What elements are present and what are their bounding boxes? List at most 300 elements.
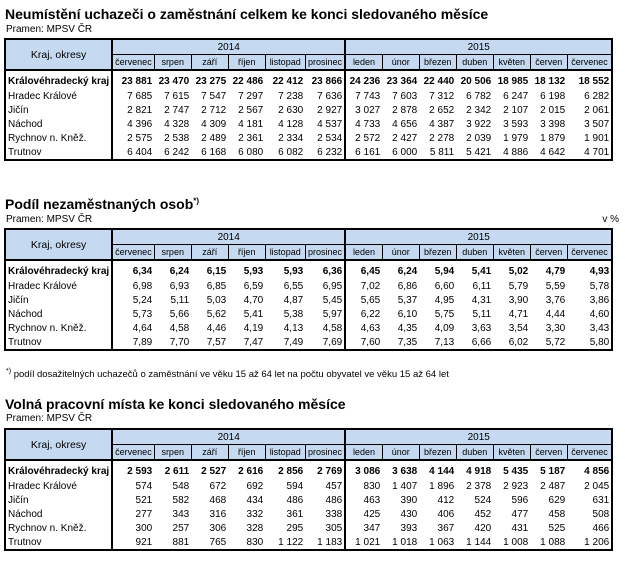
- table-cell: 430: [400, 508, 418, 520]
- table-cell: 6,86: [397, 280, 418, 292]
- table-cell: 5 435: [503, 466, 529, 477]
- table-cell: 6,34: [132, 266, 153, 277]
- table-cell: 7,49: [265, 335, 305, 350]
- header-month: prosinec: [305, 445, 345, 461]
- table-cell: 7,35: [382, 335, 419, 350]
- table-cell: 5,24: [132, 294, 153, 306]
- table-cell: 24 236: [345, 70, 382, 89]
- row-label: Rychnov n. Kněž.: [5, 131, 112, 145]
- table-cell: 525: [548, 522, 566, 534]
- table-cell: 434: [246, 494, 264, 506]
- table-cell: 582: [172, 494, 190, 506]
- header-year-2014: 2014: [112, 229, 345, 245]
- table-row: [5, 293, 612, 307]
- table-cell: 5,41: [243, 308, 264, 320]
- table-cell: 18 985: [497, 76, 529, 87]
- table-cell: 6 168: [191, 145, 228, 160]
- table-cell: 4,31: [471, 294, 492, 306]
- table-cell: 629: [548, 494, 566, 506]
- table-cell: 881: [154, 535, 191, 550]
- table-cell: 6 198: [540, 90, 566, 102]
- table-cell: 2 712: [201, 104, 227, 116]
- table-cell: 1 206: [567, 535, 612, 550]
- table-cell: 361: [286, 508, 304, 520]
- table-cell: 3 398: [540, 118, 566, 130]
- table-cell: 466: [567, 521, 612, 535]
- table-cell: 5,94: [434, 266, 455, 277]
- table-row: [5, 260, 612, 279]
- header-month: září: [191, 445, 228, 461]
- header-month: duben: [456, 55, 493, 71]
- table-cell: 425: [345, 507, 382, 521]
- header-month: březen: [419, 55, 456, 71]
- header-month: říjen: [228, 55, 265, 71]
- table-cell: 2 487: [540, 480, 566, 492]
- table-cell: 367: [437, 522, 455, 534]
- header-kraj-okresy: Kraj, okresy: [5, 229, 112, 260]
- table-cell: 4 701: [567, 145, 612, 160]
- table-cell: 4 856: [567, 460, 612, 479]
- header-month: říjen: [228, 445, 265, 461]
- table-cell: 6,24: [169, 266, 190, 277]
- table-cell: 5,41: [471, 266, 492, 277]
- table-row: [5, 493, 612, 507]
- table-cell: 6 232: [305, 145, 345, 160]
- table-cell: 6 782: [466, 90, 492, 102]
- table-cell: 1 896: [429, 480, 455, 492]
- table-cell: 6,98: [132, 280, 153, 292]
- section-title-podil-sup: *): [193, 196, 200, 206]
- table-cell: 692: [246, 480, 264, 492]
- table-cell: 5,02: [508, 266, 529, 277]
- header-month: červenec: [112, 55, 154, 71]
- table-cell: 477: [511, 508, 529, 520]
- table-cell: 548: [172, 480, 190, 492]
- header-month: červenec: [567, 245, 612, 261]
- table-cell: 3 086: [345, 460, 382, 479]
- table-cell: 5 421: [456, 145, 493, 160]
- table-cell: 7 238: [278, 90, 304, 102]
- row-label: Jičín: [5, 293, 112, 307]
- table-cell: 23 275: [195, 76, 227, 87]
- table-cell: 1 901: [567, 131, 612, 145]
- table-cell: 2 427: [392, 132, 418, 144]
- header-month: květen: [493, 55, 530, 71]
- table-row: [5, 521, 612, 535]
- table-cell: 18 552: [567, 70, 612, 89]
- table-cell: 2 747: [164, 104, 190, 116]
- table-cell: 3,30: [545, 322, 566, 334]
- table-cell: 2 878: [392, 104, 418, 116]
- table-cell: 2 534: [317, 132, 343, 144]
- table-cell: 5,38: [283, 308, 304, 320]
- table-row: [5, 279, 612, 293]
- table-cell: 6,11: [472, 280, 492, 292]
- table-cell: 5,75: [434, 308, 455, 320]
- table-cell: 6,24: [397, 266, 418, 277]
- table-cell: 6,95: [322, 280, 343, 292]
- table-cell: 7 685: [127, 90, 153, 102]
- table-cell: 4,44: [545, 308, 566, 320]
- header-month: prosinec: [305, 55, 345, 71]
- row-label: Trutnov: [5, 145, 112, 160]
- row-label: Náchod: [5, 117, 112, 131]
- table-cell: 6 082: [265, 145, 305, 160]
- table-cell: 390: [400, 494, 418, 506]
- table-cell: 5,80: [567, 335, 612, 350]
- table-cell: 3 922: [466, 118, 492, 130]
- header-month: prosinec: [305, 245, 345, 261]
- table-cell: 5,62: [206, 308, 227, 320]
- table-row: [5, 70, 612, 89]
- table-cell: 2 572: [345, 131, 382, 145]
- table-cell: 328: [246, 522, 264, 534]
- table-cell: 5,45: [322, 294, 343, 306]
- table-cell: 23 470: [158, 76, 190, 87]
- table-cell: 4 328: [164, 118, 190, 130]
- table-cell: 2 616: [238, 466, 264, 477]
- table-cell: 4,71: [508, 308, 529, 320]
- table-cell: 5,11: [472, 308, 492, 320]
- table-cell: 7 743: [345, 89, 382, 103]
- header-month: listopad: [265, 55, 305, 71]
- table-cell: 5,03: [206, 294, 227, 306]
- table-cell: 2 489: [201, 132, 227, 144]
- table-cell: 672: [209, 480, 227, 492]
- table-cell: 6,66: [456, 335, 493, 350]
- header-year-2014: 2014: [112, 429, 345, 445]
- table-cell: 4 181: [238, 118, 264, 130]
- table-cell: 6 000: [382, 145, 419, 160]
- footnote-sup: *): [6, 368, 12, 375]
- table-cell: 5,93: [243, 266, 264, 277]
- table-row: [5, 335, 612, 350]
- table-cell: 2 927: [317, 104, 343, 116]
- header-month: únor: [382, 245, 419, 261]
- table-cell: 305: [325, 522, 343, 534]
- table-cell: 4,70: [243, 294, 264, 306]
- row-label: Královéhradecký kraj: [5, 460, 112, 479]
- row-label: Hradec Králové: [5, 89, 112, 103]
- table-cell: 23 364: [386, 76, 418, 87]
- table-cell: 6,15: [206, 266, 227, 277]
- table-cell: 18 132: [534, 76, 566, 87]
- header-month: leden: [345, 55, 382, 71]
- table-cell: 5,97: [322, 308, 343, 320]
- header-month: duben: [456, 445, 493, 461]
- table-cell: 921: [112, 535, 154, 550]
- table-cell: 1 122: [265, 535, 305, 550]
- table-cell: 4,64: [132, 322, 153, 334]
- table-cell: 7,47: [228, 335, 265, 350]
- section-title-uchazeci: Neumístění uchazeči o zaměstnání celkem ke konci sledovaného měsíce: [5, 6, 489, 22]
- table-cell: 452: [474, 508, 492, 520]
- footnote-text: podíl dosažitelných uchazečů o zaměstnání ve věku 15 až 64 let na počtu obyvatel ve věku 15 až 64 let: [11, 369, 449, 381]
- table-cell: 4,93: [567, 260, 612, 279]
- header-year-2015: 2015: [345, 39, 612, 55]
- header-month: červenec: [112, 245, 154, 261]
- table-cell: 508: [567, 507, 612, 521]
- table-cell: 765: [191, 535, 228, 550]
- header-month: srpen: [154, 245, 191, 261]
- table-cell: 6,85: [206, 280, 227, 292]
- table-cell: 406: [437, 508, 455, 520]
- header-month: leden: [345, 245, 382, 261]
- table-cell: 6,36: [322, 266, 343, 277]
- table-cell: 4 537: [317, 118, 343, 130]
- table-cell: 1 879: [540, 132, 566, 144]
- table-cell: 2 769: [317, 466, 343, 477]
- table-cell: 457: [325, 480, 343, 492]
- table-cell: 3 507: [567, 117, 612, 131]
- table-cell: 3,76: [545, 294, 566, 306]
- table-cell: 5,11: [170, 294, 190, 306]
- header-year-2015: 2015: [345, 429, 612, 445]
- table-cell: 22 440: [423, 76, 455, 87]
- table-cell: 23 866: [311, 76, 343, 87]
- table-cell: 2 527: [201, 466, 227, 477]
- table-cell: 1 088: [530, 535, 567, 550]
- table-cell: 4 144: [429, 466, 455, 477]
- table-cell: 300: [135, 522, 153, 534]
- table-cell: 2 856: [278, 466, 304, 477]
- header-kraj-okresy: Kraj, okresy: [5, 429, 112, 460]
- row-label: Rychnov n. Kněž.: [5, 521, 112, 535]
- table-cell: 431: [511, 522, 529, 534]
- table-cell: 2 342: [466, 104, 492, 116]
- table-cell: 4 886: [493, 145, 530, 160]
- table-cell: 5 811: [419, 145, 456, 160]
- table-cell: 6,02: [493, 335, 530, 350]
- table-cell: 1 407: [392, 480, 418, 492]
- table-cell: 4,87: [283, 294, 304, 306]
- table-cell: 1 144: [456, 535, 493, 550]
- table-cell: 631: [567, 493, 612, 507]
- table-cell: 4,09: [434, 322, 455, 334]
- table-cell: 4,60: [567, 307, 612, 321]
- table-cell: 343: [172, 508, 190, 520]
- source-volna-mista: Pramen: MPSV ČR: [6, 413, 93, 424]
- table-cell: 486: [325, 494, 343, 506]
- table-cell: 1 979: [503, 132, 529, 144]
- table-row: [5, 89, 612, 103]
- table-row: [5, 460, 612, 479]
- table-cell: 2 278: [429, 132, 455, 144]
- table-cell: 4,46: [206, 322, 227, 334]
- table-cell: 4,63: [345, 321, 382, 335]
- unit-label: v %: [602, 214, 619, 225]
- table-cell: 3 638: [392, 466, 418, 477]
- table-cell: 7 636: [317, 90, 343, 102]
- row-label: Královéhradecký kraj: [5, 260, 112, 279]
- row-label: Hradec Králové: [5, 279, 112, 293]
- row-label: Náchod: [5, 507, 112, 521]
- table-cell: 521: [135, 494, 153, 506]
- table-cell: 2 107: [503, 104, 529, 116]
- table-cell: 420: [474, 522, 492, 534]
- table-cell: 5,78: [567, 279, 612, 293]
- table-cell: 332: [246, 508, 264, 520]
- table-cell: 306: [209, 522, 227, 534]
- header-year-2014: 2014: [112, 39, 345, 55]
- table-row: [5, 145, 612, 160]
- table-cell: 7,69: [305, 335, 345, 350]
- table-cell: 7,89: [112, 335, 154, 350]
- table-cell: 4 396: [127, 118, 153, 130]
- header-month: březen: [419, 445, 456, 461]
- table-volna-mista: [4, 428, 613, 551]
- table-cell: 6,93: [169, 280, 190, 292]
- table-row: [5, 507, 612, 521]
- header-month: srpen: [154, 445, 191, 461]
- table-cell: 412: [437, 494, 455, 506]
- table-cell: 4,35: [397, 322, 418, 334]
- table-cell: 7 615: [164, 90, 190, 102]
- table-cell: 2 538: [164, 132, 190, 144]
- table-cell: 6 404: [112, 145, 154, 160]
- table-cell: 6 247: [503, 90, 529, 102]
- table-cell: 347: [345, 521, 382, 535]
- table-cell: 6,10: [397, 308, 418, 320]
- source-podil: Pramen: MPSV ČR: [6, 214, 93, 225]
- table-cell: 257: [172, 522, 190, 534]
- table-cell: 2 575: [127, 132, 153, 144]
- table-cell: 6,22: [345, 307, 382, 321]
- row-label: Hradec Králové: [5, 479, 112, 493]
- table-cell: 4 918: [466, 466, 492, 477]
- table-cell: 4,58: [169, 322, 190, 334]
- header-month: únor: [382, 445, 419, 461]
- table-cell: 7 603: [392, 90, 418, 102]
- section-title-podil: [5, 196, 199, 212]
- table-cell: 22 486: [232, 76, 264, 87]
- header-month: červen: [530, 245, 567, 261]
- table-cell: 4 642: [530, 145, 567, 160]
- section-title-volna-mista: Volná pracovní místa ke konci sledovaného měsíce: [5, 396, 346, 412]
- table-cell: 7,70: [154, 335, 191, 350]
- table-row: [5, 117, 612, 131]
- table-cell: 830: [228, 535, 265, 550]
- table-cell: 574: [135, 480, 153, 492]
- table-cell: 2 334: [278, 132, 304, 144]
- table-cell: 458: [548, 508, 566, 520]
- header-month: březen: [419, 245, 456, 261]
- table-cell: 3 027: [345, 103, 382, 117]
- table-cell: 1 183: [305, 535, 345, 550]
- row-label: Trutnov: [5, 535, 112, 550]
- header-month: červenec: [567, 55, 612, 71]
- table-cell: 6,60: [434, 280, 455, 292]
- table-cell: 594: [286, 480, 304, 492]
- table-cell: 4 387: [429, 118, 455, 130]
- table-cell: 5,73: [132, 308, 153, 320]
- table-cell: 7,02: [345, 279, 382, 293]
- table-cell: 2 061: [567, 103, 612, 117]
- table-cell: 3,90: [508, 294, 529, 306]
- table-cell: 5,79: [508, 280, 529, 292]
- table-cell: 2 923: [503, 480, 529, 492]
- header-month: říjen: [228, 245, 265, 261]
- table-cell: 7,13: [419, 335, 456, 350]
- header-month: červenec: [112, 445, 154, 461]
- table-cell: 5,66: [169, 308, 190, 320]
- header-month: červenec: [567, 445, 612, 461]
- table-cell: 4,79: [545, 266, 566, 277]
- table-cell: 22 412: [272, 76, 304, 87]
- table-cell: 2 039: [466, 132, 492, 144]
- table-cell: 463: [345, 493, 382, 507]
- table-cell: 2 015: [540, 104, 566, 116]
- table-podil: [4, 228, 613, 351]
- table-cell: 830: [345, 479, 382, 493]
- row-label: Náchod: [5, 307, 112, 321]
- table-cell: 5,65: [345, 293, 382, 307]
- header-month: květen: [493, 245, 530, 261]
- table-cell: 277: [135, 508, 153, 520]
- table-row: [5, 535, 612, 550]
- table-cell: 596: [511, 494, 529, 506]
- table-cell: 1 008: [493, 535, 530, 550]
- table-cell: 4 656: [392, 118, 418, 130]
- table-cell: 7,60: [345, 335, 382, 350]
- table-cell: 4,13: [283, 322, 304, 334]
- table-cell: 6,45: [345, 260, 382, 279]
- header-month: srpen: [154, 55, 191, 71]
- table-cell: 6 282: [567, 89, 612, 103]
- table-cell: 393: [400, 522, 418, 534]
- table-cell: 5 187: [540, 466, 566, 477]
- table-cell: 6,59: [243, 280, 264, 292]
- table-cell: 4,95: [434, 294, 455, 306]
- header-year-2015: 2015: [345, 229, 612, 245]
- table-cell: 1 021: [345, 535, 382, 550]
- header-month: duben: [456, 245, 493, 261]
- header-month: únor: [382, 55, 419, 71]
- table-cell: 3 593: [503, 118, 529, 130]
- table-cell: 3,54: [508, 322, 529, 334]
- table-uchazeci: [4, 38, 613, 161]
- table-cell: 486: [286, 494, 304, 506]
- table-cell: 5,93: [283, 266, 304, 277]
- table-cell: 6 242: [154, 145, 191, 160]
- table-cell: 2 821: [127, 104, 153, 116]
- table-row: [5, 307, 612, 321]
- table-cell: 3,86: [567, 293, 612, 307]
- table-cell: 2 611: [164, 466, 190, 477]
- table-cell: 7 547: [201, 90, 227, 102]
- table-cell: 524: [474, 494, 492, 506]
- table-cell: 2 630: [278, 104, 304, 116]
- table-cell: 20 506: [460, 76, 492, 87]
- header-month: leden: [345, 445, 382, 461]
- table-cell: 4,19: [243, 322, 264, 334]
- section-title-podil-text: Podíl nezaměstnaných osob: [5, 196, 194, 212]
- row-label: Jičín: [5, 493, 112, 507]
- row-label: Rychnov n. Kněž.: [5, 321, 112, 335]
- table-cell: 4 733: [345, 117, 382, 131]
- header-kraj-okresy: Kraj, okresy: [5, 39, 112, 70]
- table-cell: 5,59: [545, 280, 566, 292]
- header-month: červen: [530, 445, 567, 461]
- table-cell: 2 378: [466, 480, 492, 492]
- table-cell: 2 567: [238, 104, 264, 116]
- table-cell: 6 080: [228, 145, 265, 160]
- table-cell: 23 881: [121, 76, 153, 87]
- table-cell: 3,43: [567, 321, 612, 335]
- table-cell: 2 593: [127, 466, 153, 477]
- table-cell: 2 045: [567, 479, 612, 493]
- header-month: září: [191, 55, 228, 71]
